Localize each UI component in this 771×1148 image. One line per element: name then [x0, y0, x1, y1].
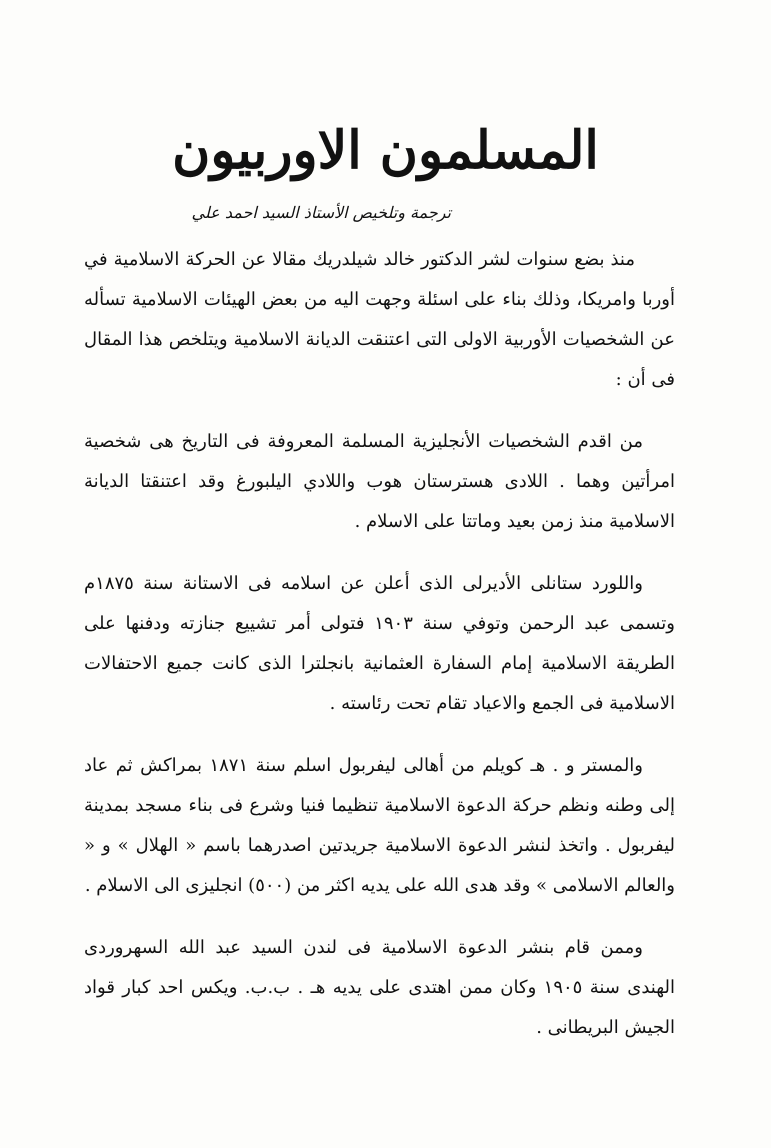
article-title: المسلمون الاوربيون	[172, 120, 599, 181]
paragraph-intro: منذ بضع سنوات لشر الدكتور خالد شيلدريك مقالا عن الحركة الاسلامية في أوربا وامريكا، وذلك بناء على اسئلة وجهت اليه من بعض الهيئات الاسلامية تسأله عن الشخصيات الأوربية الاولى التى اعتنقت الديانة الاسلامية ويتلخص هذا المقال فى أن :	[84, 249, 675, 390]
article-body	[84, 240, 675, 1070]
paragraph-lord-stanley: واللورد ستانلى الأديرلى الذى أعلن عن اسلامه فى الاستانة سنة ١٨٧٥م وتسمى عبد الرحمن وتوفي سنة ١٩٠٣ فتولى أمر تشييع جنازته ودفنها على الطريقة الاسلامية إمام السفارة العثمانية بانجلترا الذى كانت جميع الاحتفالات الاسلامية فى الجمع والاعياد تقام تحت رئاسته .	[84, 573, 675, 714]
article-byline: ترجمة وتلخيص الأستاذ السيد احمد علي	[191, 203, 451, 222]
paragraph-suhrawardy: وممن قام بنشر الدعوة الاسلامية فى لندن السيد عبد الله السهروردى الهندى سنة ١٩٠٥ وكان ممن اهتدى على يديه هـ . ب.ب. ويكس احد كبار قواد الجيش البريطانى .	[84, 937, 676, 1038]
paragraph-earliest-converts: من اقدم الشخصيات الأنجليزية المسلمة المعروفة فى التاريخ هى شخصية امرأتين وهما . اللادى هسترستان هوب واللادي اليلبورغ وقد اعتنقتا الديانة الاسلامية منذ زمن بعيد وماتتا على الاسلام .	[84, 431, 675, 532]
paragraph-quilliam: والمستر و . هـ كويلم من أهالى ليفربول اسلم سنة ١٨٧١ بمراكش ثم عاد إلى وطنه ونظم حركة الدعوة الاسلامية تنظيما فنيا وشرع فى بناء مسجد بمدينة ليفربول . واتخذ لنشر الدعوة الاسلامية جريدتين اصدرهما باسم « الهلال » و « والعالم الاسلامى » وقد هدى الله على يديه اكثر من (٥٠٠) انجليزى الى الاسلام .	[84, 755, 675, 896]
